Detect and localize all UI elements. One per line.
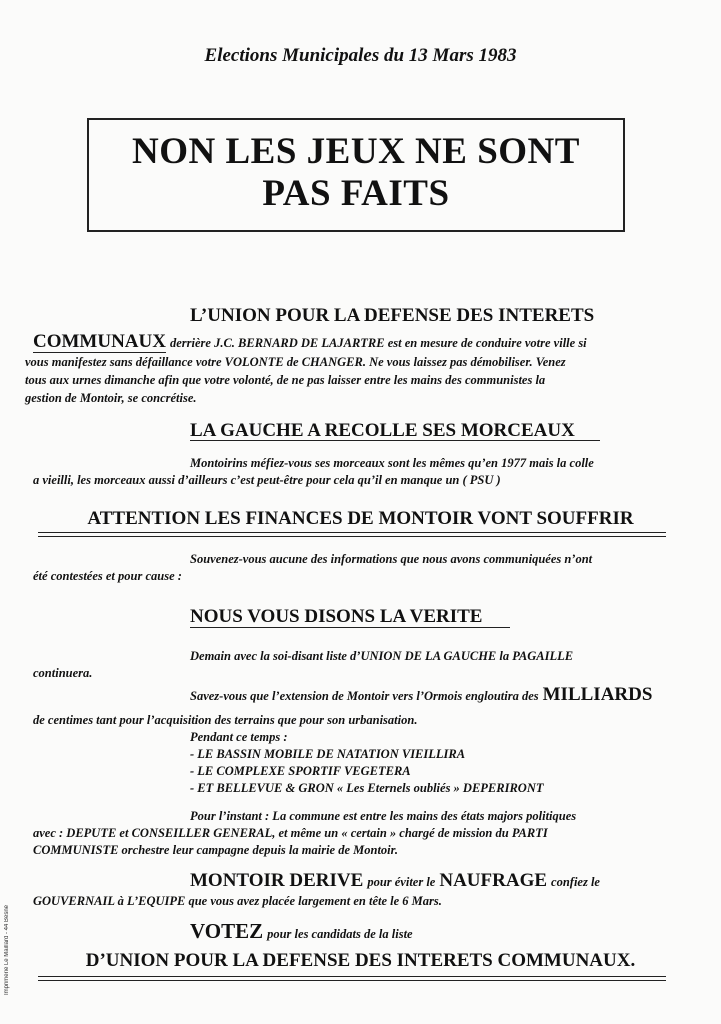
gauche-heading: LA GAUCHE A RECOLLE SES MORCEAUX [190,420,575,441]
union-paragraph [25,331,693,407]
verite-para-2: avec : DEPUTE et CONSEILLER GENERAL, et même un « certain » chargé de mission du PARTI [33,826,548,840]
milliards-word: MILLIARDS [542,684,653,705]
votez-word: VOTEZ [190,919,264,943]
title-line-2: PAS FAITS [262,173,450,214]
union-line-4: gestion de Montoir, se concrétise. [25,391,197,405]
union-line-1: derrière J.C. BERNARD DE LAJARTRE est en mesure de conduire votre ville si [169,336,587,350]
gauche-line-1: Montoirins méfiez-vous ses morceaux sont les mêmes qu’en 1977 mais la colle [190,456,594,470]
final-double-rule [38,976,666,981]
closing-line-2: GOUVERNAIL à L’EQUIPE que vous avez placée largement en tête le 6 Mars. [33,894,442,908]
finances-heading: ATTENTION LES FINANCES DE MONTOIR VONT SOUFFRIR [87,508,634,529]
verite-line-1: Demain avec la soi-disant liste d’UNION DE LA GAUCHE la PAGAILLE [190,649,574,663]
closing-line-1 [190,870,600,892]
montoir-derive: MONTOIR DERIVE [190,870,364,891]
gauche-underline [190,440,600,441]
verite-para-1: Pour l’instant : La commune est entre les mains des états majors politiques [190,809,577,823]
title-line-1: NON LES JEUX NE SONT [132,131,580,172]
votez-rest: pour les candidats de la liste [267,927,413,941]
union-line-2: vous manifestez sans défaillance votre VOLONTE de CHANGER. Ne vous laissez pas démobiliser. Venez [25,355,566,369]
verite-milliards-line [190,684,652,706]
verite-para-3: COMMUNISTE orchestre leur campagne depuis la mairie de Montoir. [33,843,398,857]
election-date-header: Elections Municipales du 13 Mars 1983 [204,45,517,66]
closing-mid-1: pour éviter le [367,875,436,889]
finances-line-2: été contestées et pour cause : [33,569,182,583]
union-line-3: tous aux urnes dimanche afin que votre volonté, de ne pas laisser entre les mains des communistes la [25,373,546,387]
bullet-item: - ET BELLEVUE & GRON « Les Eternels oubliés » DEPERIRONT [190,781,544,795]
union-heading-word: COMMUNAUX [33,331,166,352]
title-box [87,118,625,232]
finances-double-rule [38,532,666,537]
union-heading: L’UNION POUR LA DEFENSE DES INTERETS [190,305,595,326]
gauche-line-2: a vieilli, les morceaux aussi d’ailleurs c’est peut-être pour cela qu’il en manque un ( PSU ) [33,473,501,487]
finances-line-1: Souvenez-vous aucune des informations que nous avons communiquées n’ont [190,552,593,566]
votez-line [190,919,413,944]
verite-line-5: Pendant ce temps : [190,730,288,744]
naufrage-word: NAUFRAGE [439,870,548,891]
bullet-item: - LE COMPLEXE SPORTIF VEGETERA [190,764,411,778]
verite-heading: NOUS VOUS DISONS LA VERITE [190,606,483,627]
verite-underline [190,627,510,628]
printer-credit: Imprimerie Le Maillard - 44 Besné [4,905,10,996]
verite-line-3: Savez-vous que l’extension de Montoir vers l’Ormois engloutira des [190,689,539,703]
final-heading: D’UNION POUR LA DEFENSE DES INTERETS COMMUNAUX. [85,950,636,971]
closing-mid-2: confiez le [551,875,600,889]
bullet-item: - LE BASSIN MOBILE DE NATATION VIEILLIRA [190,747,466,761]
verite-line-4: de centimes tant pour l’acquisition des terrains que pour son urbanisation. [33,713,418,727]
verite-line-2: continuera. [33,666,93,680]
